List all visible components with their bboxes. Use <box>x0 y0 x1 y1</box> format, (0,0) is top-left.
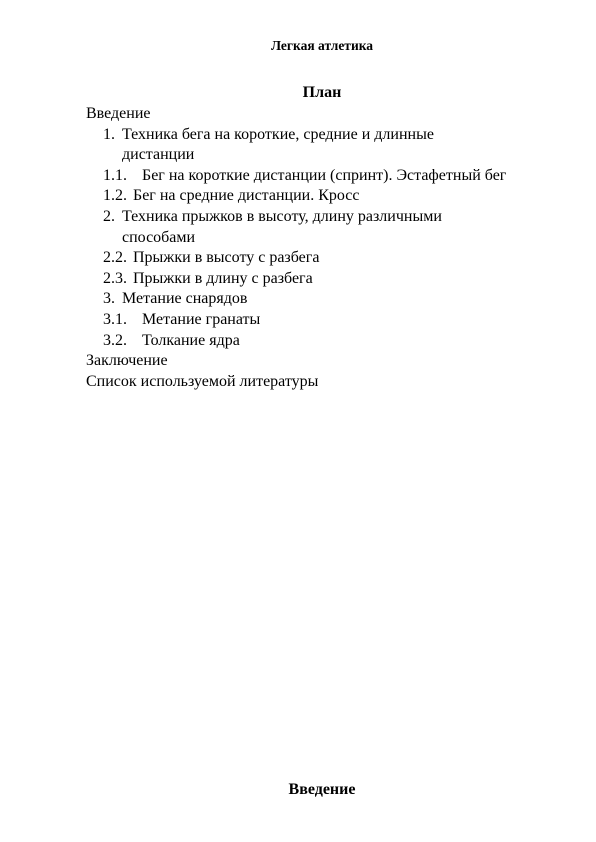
toc-item-text: Бег на короткие дистанции (спринт). Эстафетный бег <box>138 166 507 184</box>
toc-item <box>86 331 586 352</box>
toc-item <box>86 166 586 187</box>
toc-item-text: Прыжки в длину с разбега <box>133 269 313 287</box>
toc-item <box>86 289 586 310</box>
toc-item <box>86 207 586 248</box>
toc-intro: Введение <box>86 105 151 122</box>
document-title: Легкая атлетика <box>270 38 374 53</box>
toc-item-number: 2.2. <box>103 249 127 267</box>
toc-item <box>86 310 586 331</box>
toc-item-number: 2. <box>103 207 115 225</box>
toc-item-number: 3. <box>103 290 115 308</box>
toc-conclusion: Заключение <box>86 352 168 370</box>
toc-item-text: Техника прыжков в высоту, длину различными способами <box>122 207 442 246</box>
toc-item <box>86 186 586 207</box>
toc-item-text: Метание снарядов <box>122 290 248 308</box>
toc-item-number: 1.1. <box>103 166 127 184</box>
toc-item-text: Метание гранаты <box>138 310 261 328</box>
toc-item-text: Бег на средние дистанции. Кросс <box>133 187 360 205</box>
toc-item-number: 1.2. <box>103 187 127 205</box>
section-heading-introduction: Введение <box>288 781 356 798</box>
toc-item <box>86 269 586 290</box>
toc-item-number: 3.2. <box>103 331 127 349</box>
toc-item <box>86 248 586 269</box>
toc-item-number: 1. <box>103 125 115 143</box>
toc-item-number: 3.1. <box>103 310 127 328</box>
plan-heading: План <box>302 84 342 101</box>
table-of-contents <box>86 104 586 392</box>
toc-item-text: Техника бега на короткие, средние и длинные дистанции <box>122 125 434 164</box>
toc-bibliography: Список используемой литературы <box>86 372 319 390</box>
toc-item <box>86 125 586 166</box>
toc-item-text: Толкание ядра <box>138 331 240 349</box>
toc-item-text: Прыжки в высоту с разбега <box>133 249 320 267</box>
toc-item-number: 2.3. <box>103 269 127 287</box>
